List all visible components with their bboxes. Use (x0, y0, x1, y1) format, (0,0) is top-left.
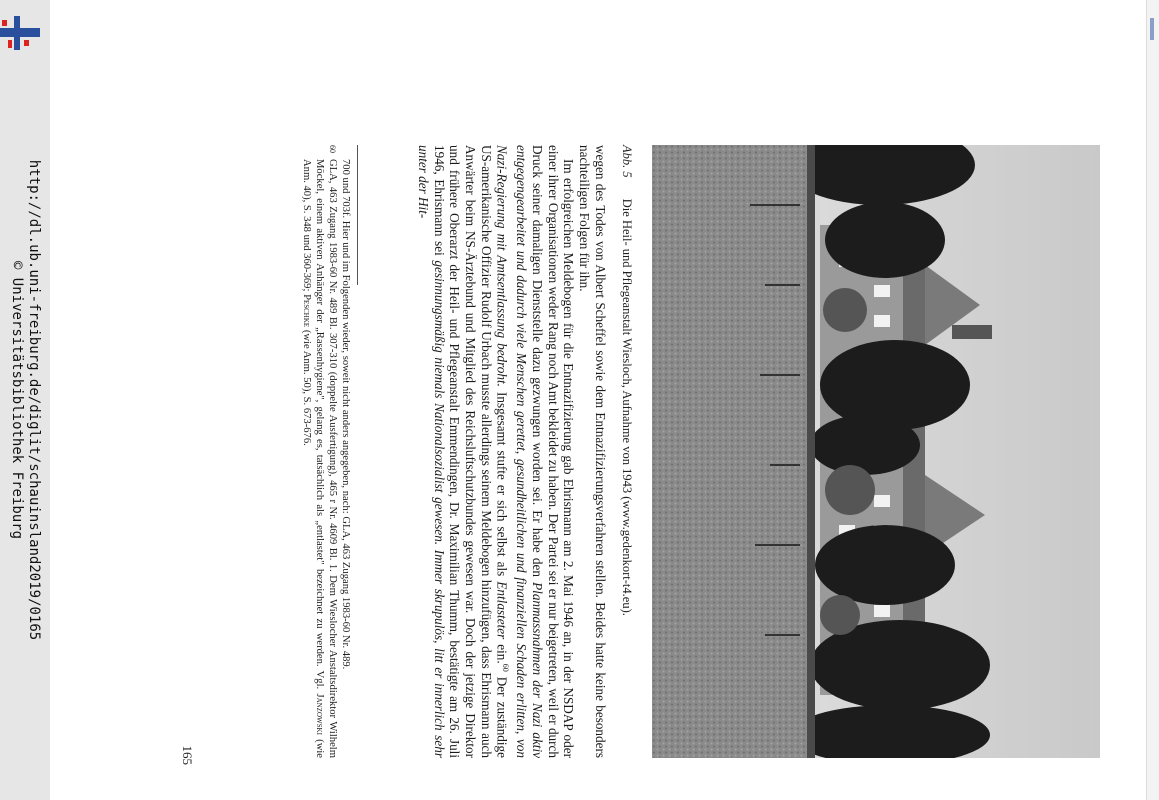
figure-caption-text: Die Heil- und Pflegeanstalt Wiesloch, Aufnahme von 1943 (www.gedenkort-t4.eu). (620, 198, 634, 616)
body-text (415, 145, 608, 758)
page-number: 165 (180, 745, 195, 765)
viewer-sidebar (0, 0, 50, 800)
figure-label: Abb. 5 (620, 145, 634, 178)
paragraph-2: Im erfolgreichen Meldebogen für die Entnazifizierung gab Ehrismann am 2. Mai 1946 an, in der NSDAP oder einer ihrer Organisationen weder Rang noch Amt bekleidet zu haben. Der Partei sei er nur beigetreten, weil er durch Druck seiner damaligen Dienststelle dazu gezwungen worden sei. Er habe den Planmassnahmen der Nazi aktiv entgegengearbeitet und dadurch viele Menschen gerettet, gesundheitlichen und finanziellen Schaden erlitten, von Nazi-Regierung mit Amtsentlassung bedroht. Insgesamt stufte er sich selbst als Entlasteter ein.$^{60}$ Der zuständige US-amerikanische Offizier Rudolf Urbach musste allerdings seinem Meldebogen hinzufügen, dass Ehrismann auch Anwärter beim NS-Ärztebund und Mitglied des Reichsluftschutzbundes gewesen war. Doch der jetzige Direktor und frühere Oberarzt der Heil- und Pflegeanstalt Emmendingen, Dr. Maximilian Thumm, bestätigte am 26. Juli 1946, Ehrismann sei gesinnungsmäßig niemals Nationalsozialist gewesen. Immer skrupulös, litt er innerlich sehr unter der Hit- (415, 145, 577, 758)
copyright-notice: © Universitätsbibliothek Freiburg (9, 260, 25, 540)
source-url-caption (8, 0, 42, 800)
footnote-ref-60: 60 (501, 663, 511, 672)
footnote-continuation: 700 und 703f. Hier und im Folgenden wieder, soweit nicht anders angegeben, nach: GLA, 463 Zugang 1983-60 Nr. 489. (340, 159, 351, 670)
scanned-page (60, 0, 1140, 800)
footnotes (300, 145, 352, 758)
footnote-text: GLA, 463 Zugang 1983-60 Nr. 489 Bl. 307-310 (doppelte Ausfertigung), 465 r Nr. 4609 Bl. 1. Dem Wieslocher Anstaltsdirektor Wilhelm Möckel, einem aktiven Anhänger der „Rassenhygiene", gelang es, tatsächlich als „entlastet" bezeichnet zu werden. Vgl. Janzowski (wie Anm. 40), S. 348 und 360-369; Peschke (wie Anm. 50), S. 673-676. (301, 159, 338, 758)
source-url[interactable]: http://dl.ub.uni-freiburg.de/diglit/schauinsland2019/0165 (26, 159, 42, 641)
figure-caption (619, 145, 634, 758)
asylum-building-photo (652, 145, 1100, 758)
footnote-divider (357, 145, 358, 285)
footnote-number: 60 (328, 145, 337, 153)
rotated-page-content (100, 50, 1100, 765)
paragraph-1: wegen des Todes von Albert Scheffel sowie dem Entnazifizierungsverfahren stellen. Beides hatte keine besonders nachteiligen Folgen für ihn. (577, 145, 608, 758)
scrollbar-track[interactable] (1146, 0, 1159, 800)
footnote-60 (300, 145, 339, 758)
historic-photograph (652, 145, 1100, 758)
scrollbar-thumb[interactable] (1150, 18, 1154, 40)
